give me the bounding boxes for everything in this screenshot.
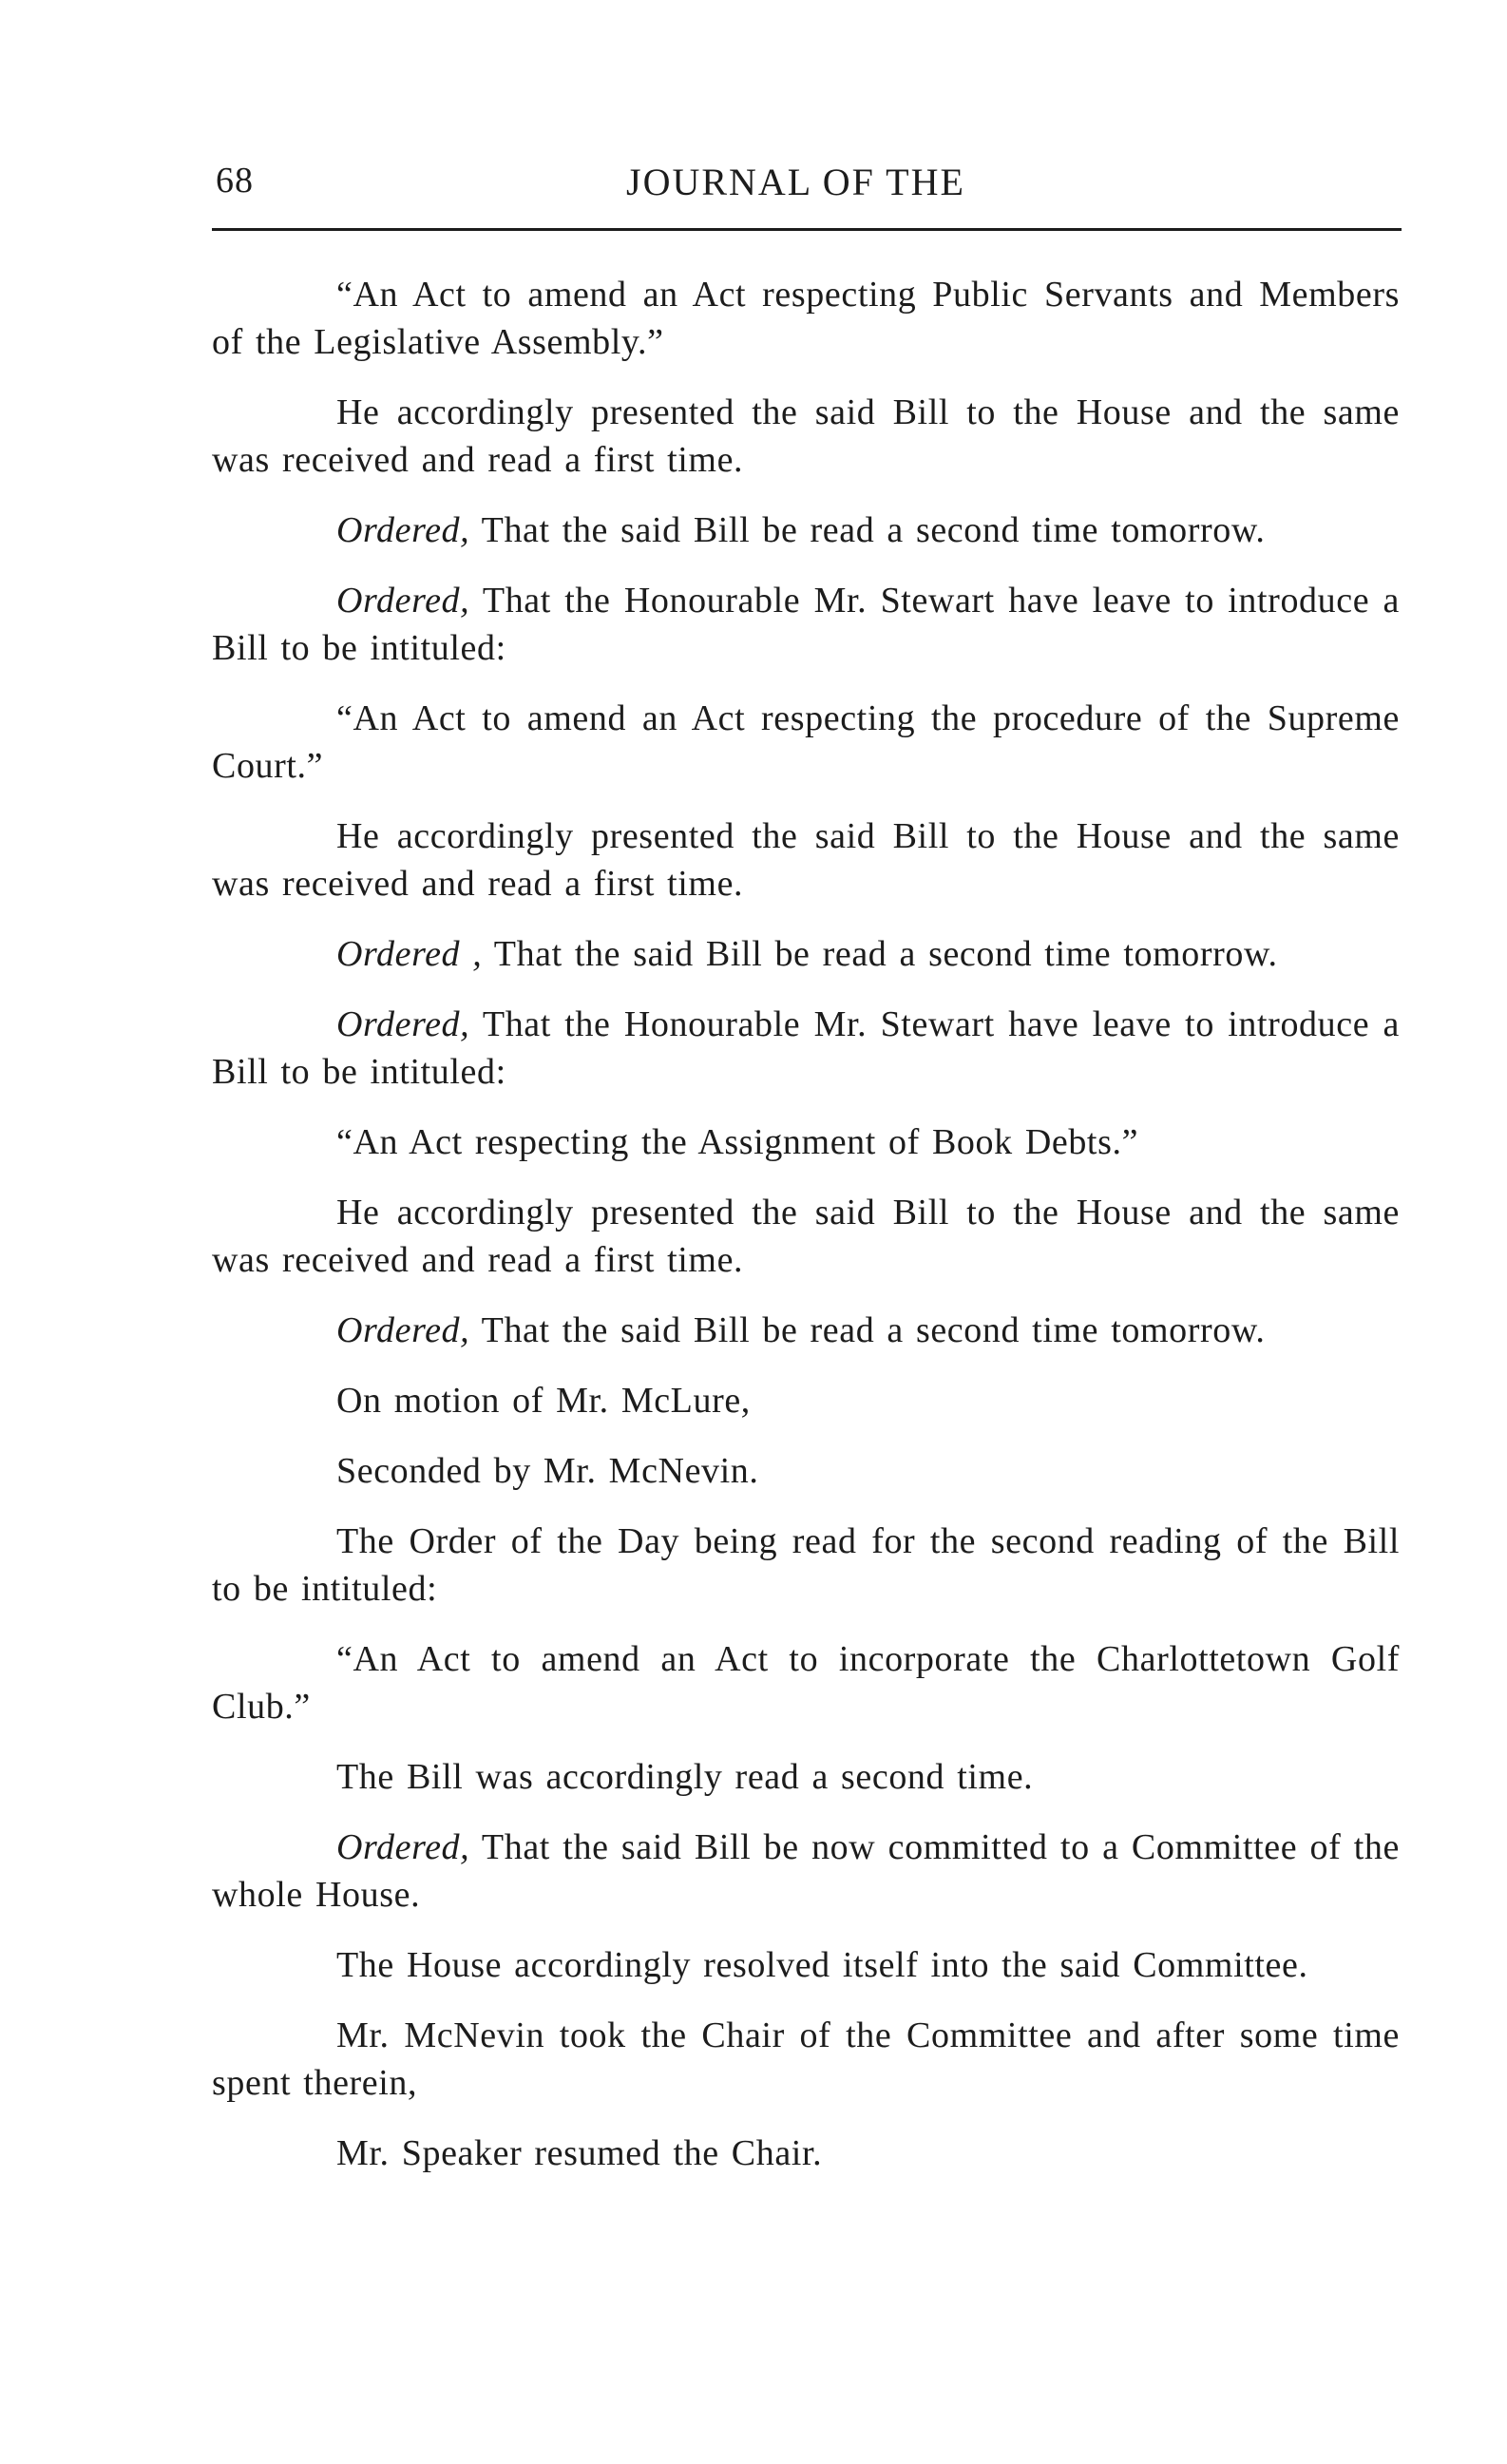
paragraph: Ordered, That the said Bill be read a second time tomorrow. [336,510,1266,550]
paragraph: Seconded by Mr. McNevin. [336,1451,759,1491]
paragraph: Mr. McNevin took the Chair of the Committee and after some time spent therein, [212,2015,1400,2103]
paragraph: Ordered, That the Honourable Mr. Stewart have leave to introduce a Bill to be intituled: [212,1004,1400,1092]
paragraph: “An Act to amend an Act respecting the procedure of the Supreme Court.” [212,698,1400,786]
paragraph: “An Act to amend an Act respecting Public Servants and Members of the Legislative Assembly.” [212,275,1400,362]
paragraph: Ordered , That the said Bill be read a second time tomorrow. [336,934,1278,974]
paragraph: Ordered, That the said Bill be read a second time tomorrow. [336,1310,1266,1350]
paragraph: Ordered, That the said Bill be now committed to a Committee of the whole House. [212,1827,1400,1915]
paragraph: He accordingly presented the said Bill to the House and the same was received and read a first time. [212,392,1400,480]
paragraph: The Order of the Day being read for the second reading of the Bill to be intituled: [212,1521,1400,1609]
paragraph: “An Act to amend an Act to incorporate the Charlottetown Golf Club.” [212,1639,1400,1727]
paragraph: He accordingly presented the said Bill to the House and the same was received and read a first time. [212,816,1400,904]
paragraph: Mr. Speaker resumed the Chair. [336,2133,823,2173]
paragraph: The House accordingly resolved itself into the said Committee. [336,1945,1308,1985]
paragraph: “An Act respecting the Assignment of Book Debts.” [336,1122,1139,1162]
page-header [212,160,1400,217]
running-head: JOURNAL OF THE [626,161,965,203]
paragraph: Ordered, That the Honourable Mr. Stewart have leave to introduce a Bill to be intituled: [212,581,1400,668]
journal-body [212,271,1400,2200]
page-number: 68 [216,161,254,201]
paragraph: On motion of Mr. McLure, [336,1381,751,1421]
paragraph: He accordingly presented the said Bill to the House and the same was received and read a first time. [212,1193,1400,1280]
paragraph: The Bill was accordingly read a second time. [336,1757,1034,1797]
header-rule [212,228,1402,231]
